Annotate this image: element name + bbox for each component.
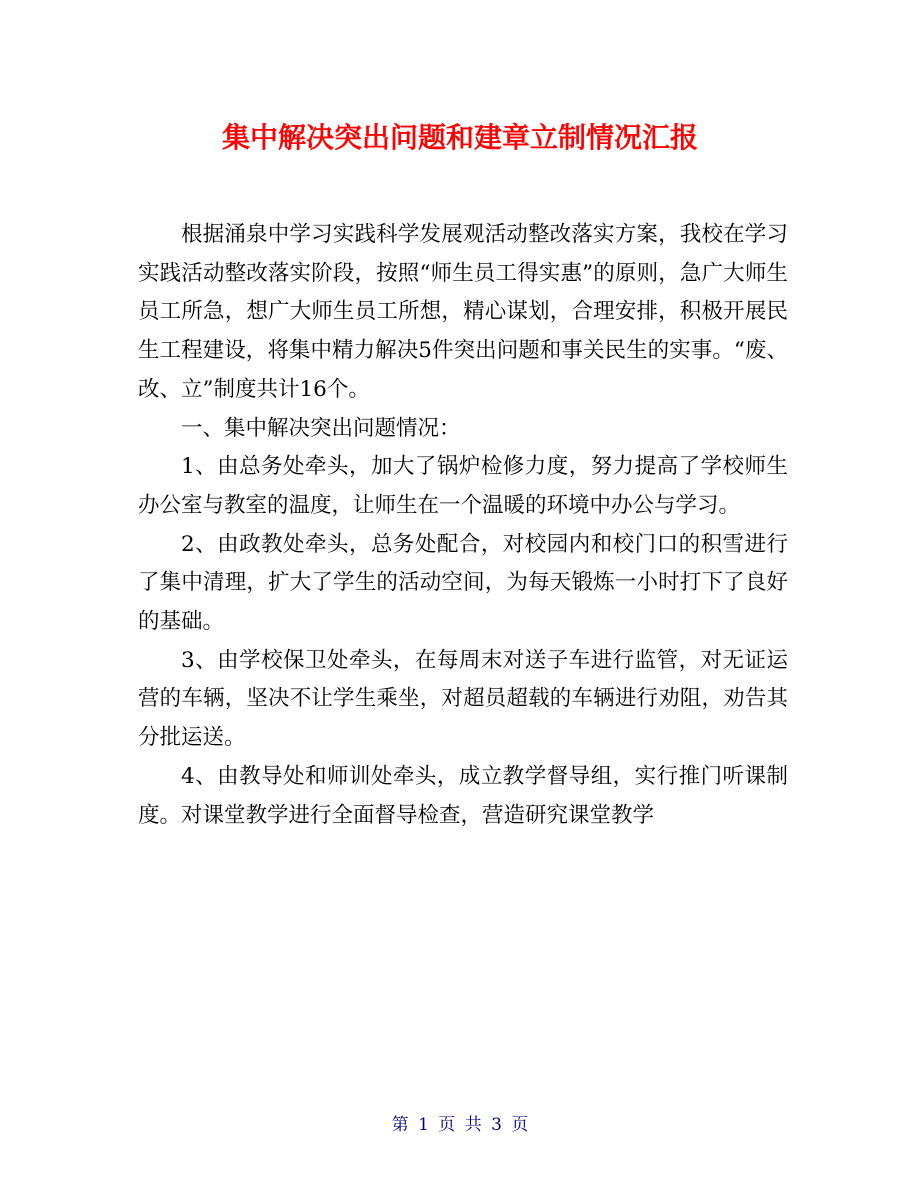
document-body [138,216,788,835]
document-title: 集中解决突出问题和建章立制情况汇报 [221,121,698,154]
paragraph-item-2: 2、由政教处牵头，总务处配合，对校园内和校门口的积雪进行了集中清理，扩大了学生的活动空间，为每天锻炼一小时打下了良好的基础。 [138,531,788,635]
paragraph-item-3: 3、由学校保卫处牵头，在每周末对送子车进行监管，对无证运营的车辆，坚决不让学生乘坐，对超员超载的车辆进行劝阻，劝告其分批运送。 [138,647,788,751]
paragraph-item-1: 1、由总务处牵头，加大了锅炉检修力度，努力提高了学校师生办公室与教室的温度，让师生在一个温暖的环境中办公与学习。 [138,454,788,518]
paragraph-intro: 根据涌泉中学习实践科学发展观活动整改落实方案，我校在学习实践活动整改落实阶段，按照“师生员工得实惠”的原则，急广大师生员工所急，想广大师生员工所想，精心谋划，合理安排，积极开展民生工程建设，将集中精力解决5件突出问题和事关民生的实事。“废、改、立”制度共计16个。 [138,222,788,402]
page-number-footer: 第 1 页 共 3 页 [391,1115,529,1135]
paragraph-item-4: 4、由教导处和师训处牵头，成立教学督导组，实行推门听课制度。对课堂教学进行全面督导检查，营造研究课堂教学 [138,763,788,828]
section-heading-1: 一、集中解决突出问题情况： [181,415,461,441]
